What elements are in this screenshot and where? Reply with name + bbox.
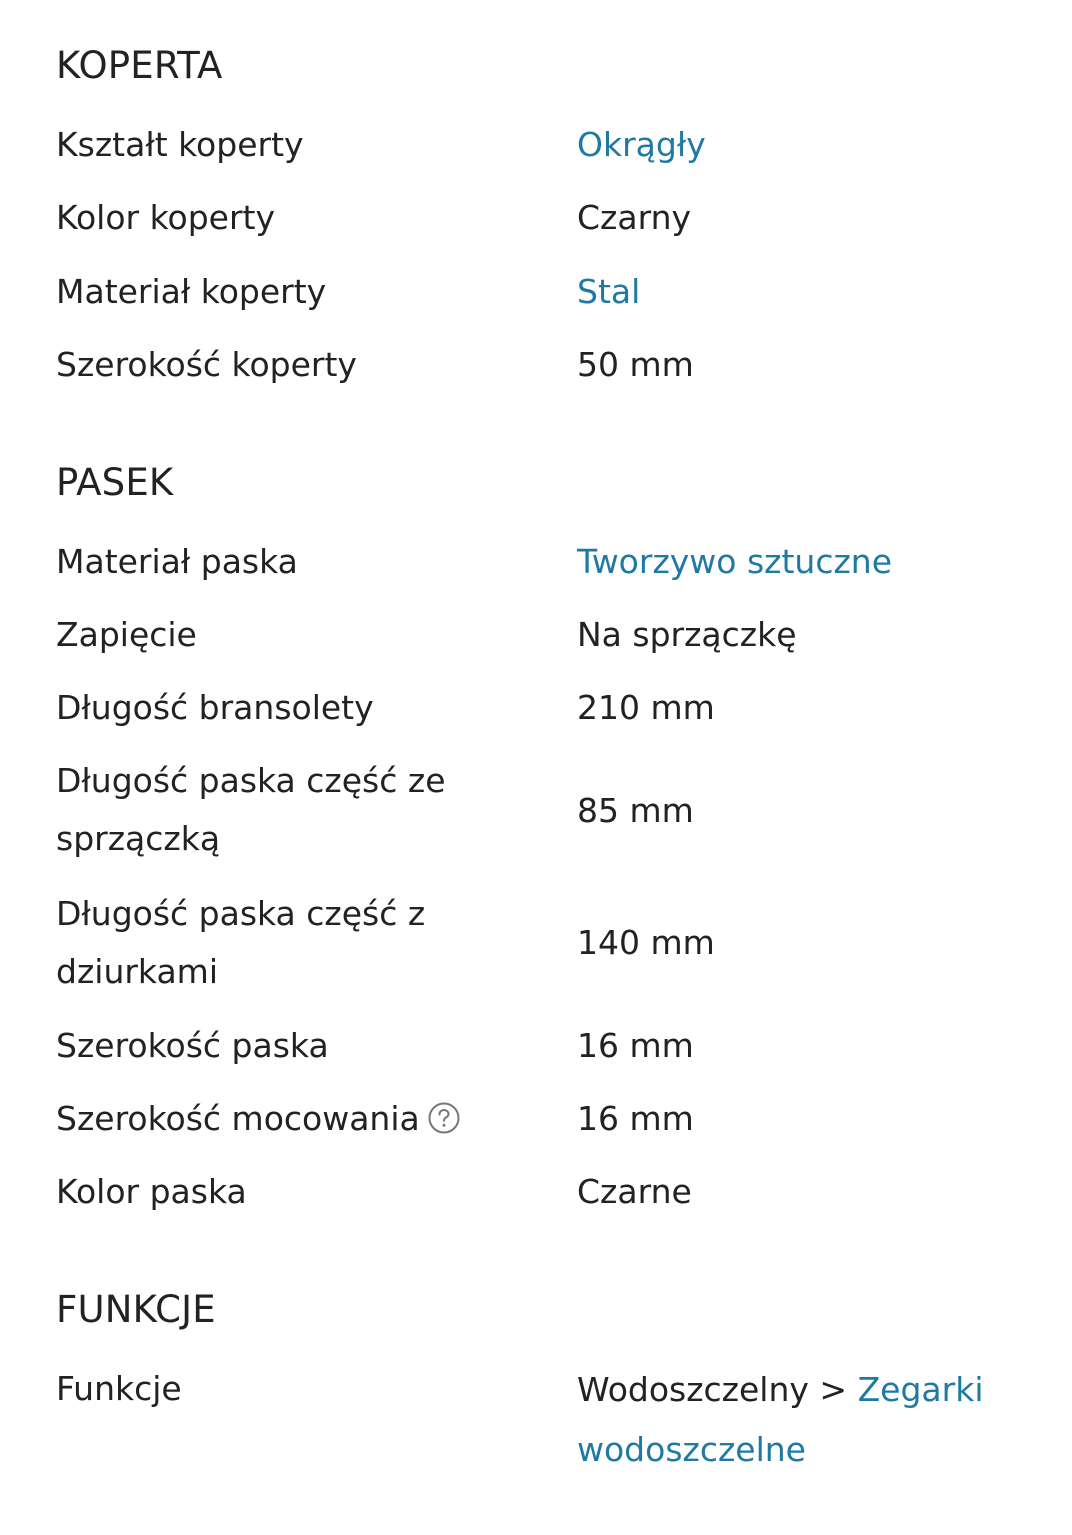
spec-value-functions — [577, 1360, 1047, 1480]
spec-value-link[interactable]: Okrągły — [577, 125, 706, 164]
spec-label: Szerokość koperty — [56, 345, 357, 384]
spec-value: 16 mm — [577, 1099, 694, 1138]
spec-value: 16 mm — [577, 1026, 694, 1065]
spec-value-link[interactable]: Tworzywo sztuczne — [577, 542, 893, 581]
spec-value: Czarny — [577, 198, 692, 237]
spec-value: 210 mm — [577, 688, 715, 727]
section-title-funkcje: FUNKCJE — [56, 1288, 216, 1331]
section-title-koperta: KOPERTA — [56, 44, 223, 87]
spec-value: Na sprzączkę — [577, 615, 797, 654]
spec-label-with-help — [56, 1090, 516, 1148]
spec-label: Funkcje — [56, 1369, 182, 1408]
spec-label: Szerokość paska — [56, 1026, 329, 1065]
spec-label: Długość paska część ze sprzączką — [56, 761, 446, 858]
spec-value-link[interactable]: Stal — [577, 272, 641, 311]
spec-label: Kształt koperty — [56, 125, 304, 164]
section-title-pasek: PASEK — [56, 461, 174, 504]
function-category: Wodoszczelny > — [577, 1370, 858, 1409]
spec-label: Kolor paska — [56, 1172, 247, 1211]
spec-label: Kolor koperty — [56, 198, 276, 237]
function-link[interactable]: Zegarki wodoszczelne — [577, 1370, 984, 1469]
spec-label: Długość paska część z dziurkami — [56, 894, 426, 991]
spec-label: Długość bransolety — [56, 688, 374, 727]
spec-label: Materiał koperty — [56, 272, 327, 311]
spec-value: 140 mm — [577, 923, 715, 962]
spec-label: Materiał paska — [56, 542, 298, 581]
spec-value: Czarne — [577, 1172, 692, 1211]
spec-value: 50 mm — [577, 345, 694, 384]
question-circle-icon[interactable] — [428, 1094, 460, 1126]
spec-value: 85 mm — [577, 791, 694, 830]
spec-label: Zapięcie — [56, 615, 197, 654]
spec-label: Szerokość mocowania — [56, 1099, 420, 1138]
